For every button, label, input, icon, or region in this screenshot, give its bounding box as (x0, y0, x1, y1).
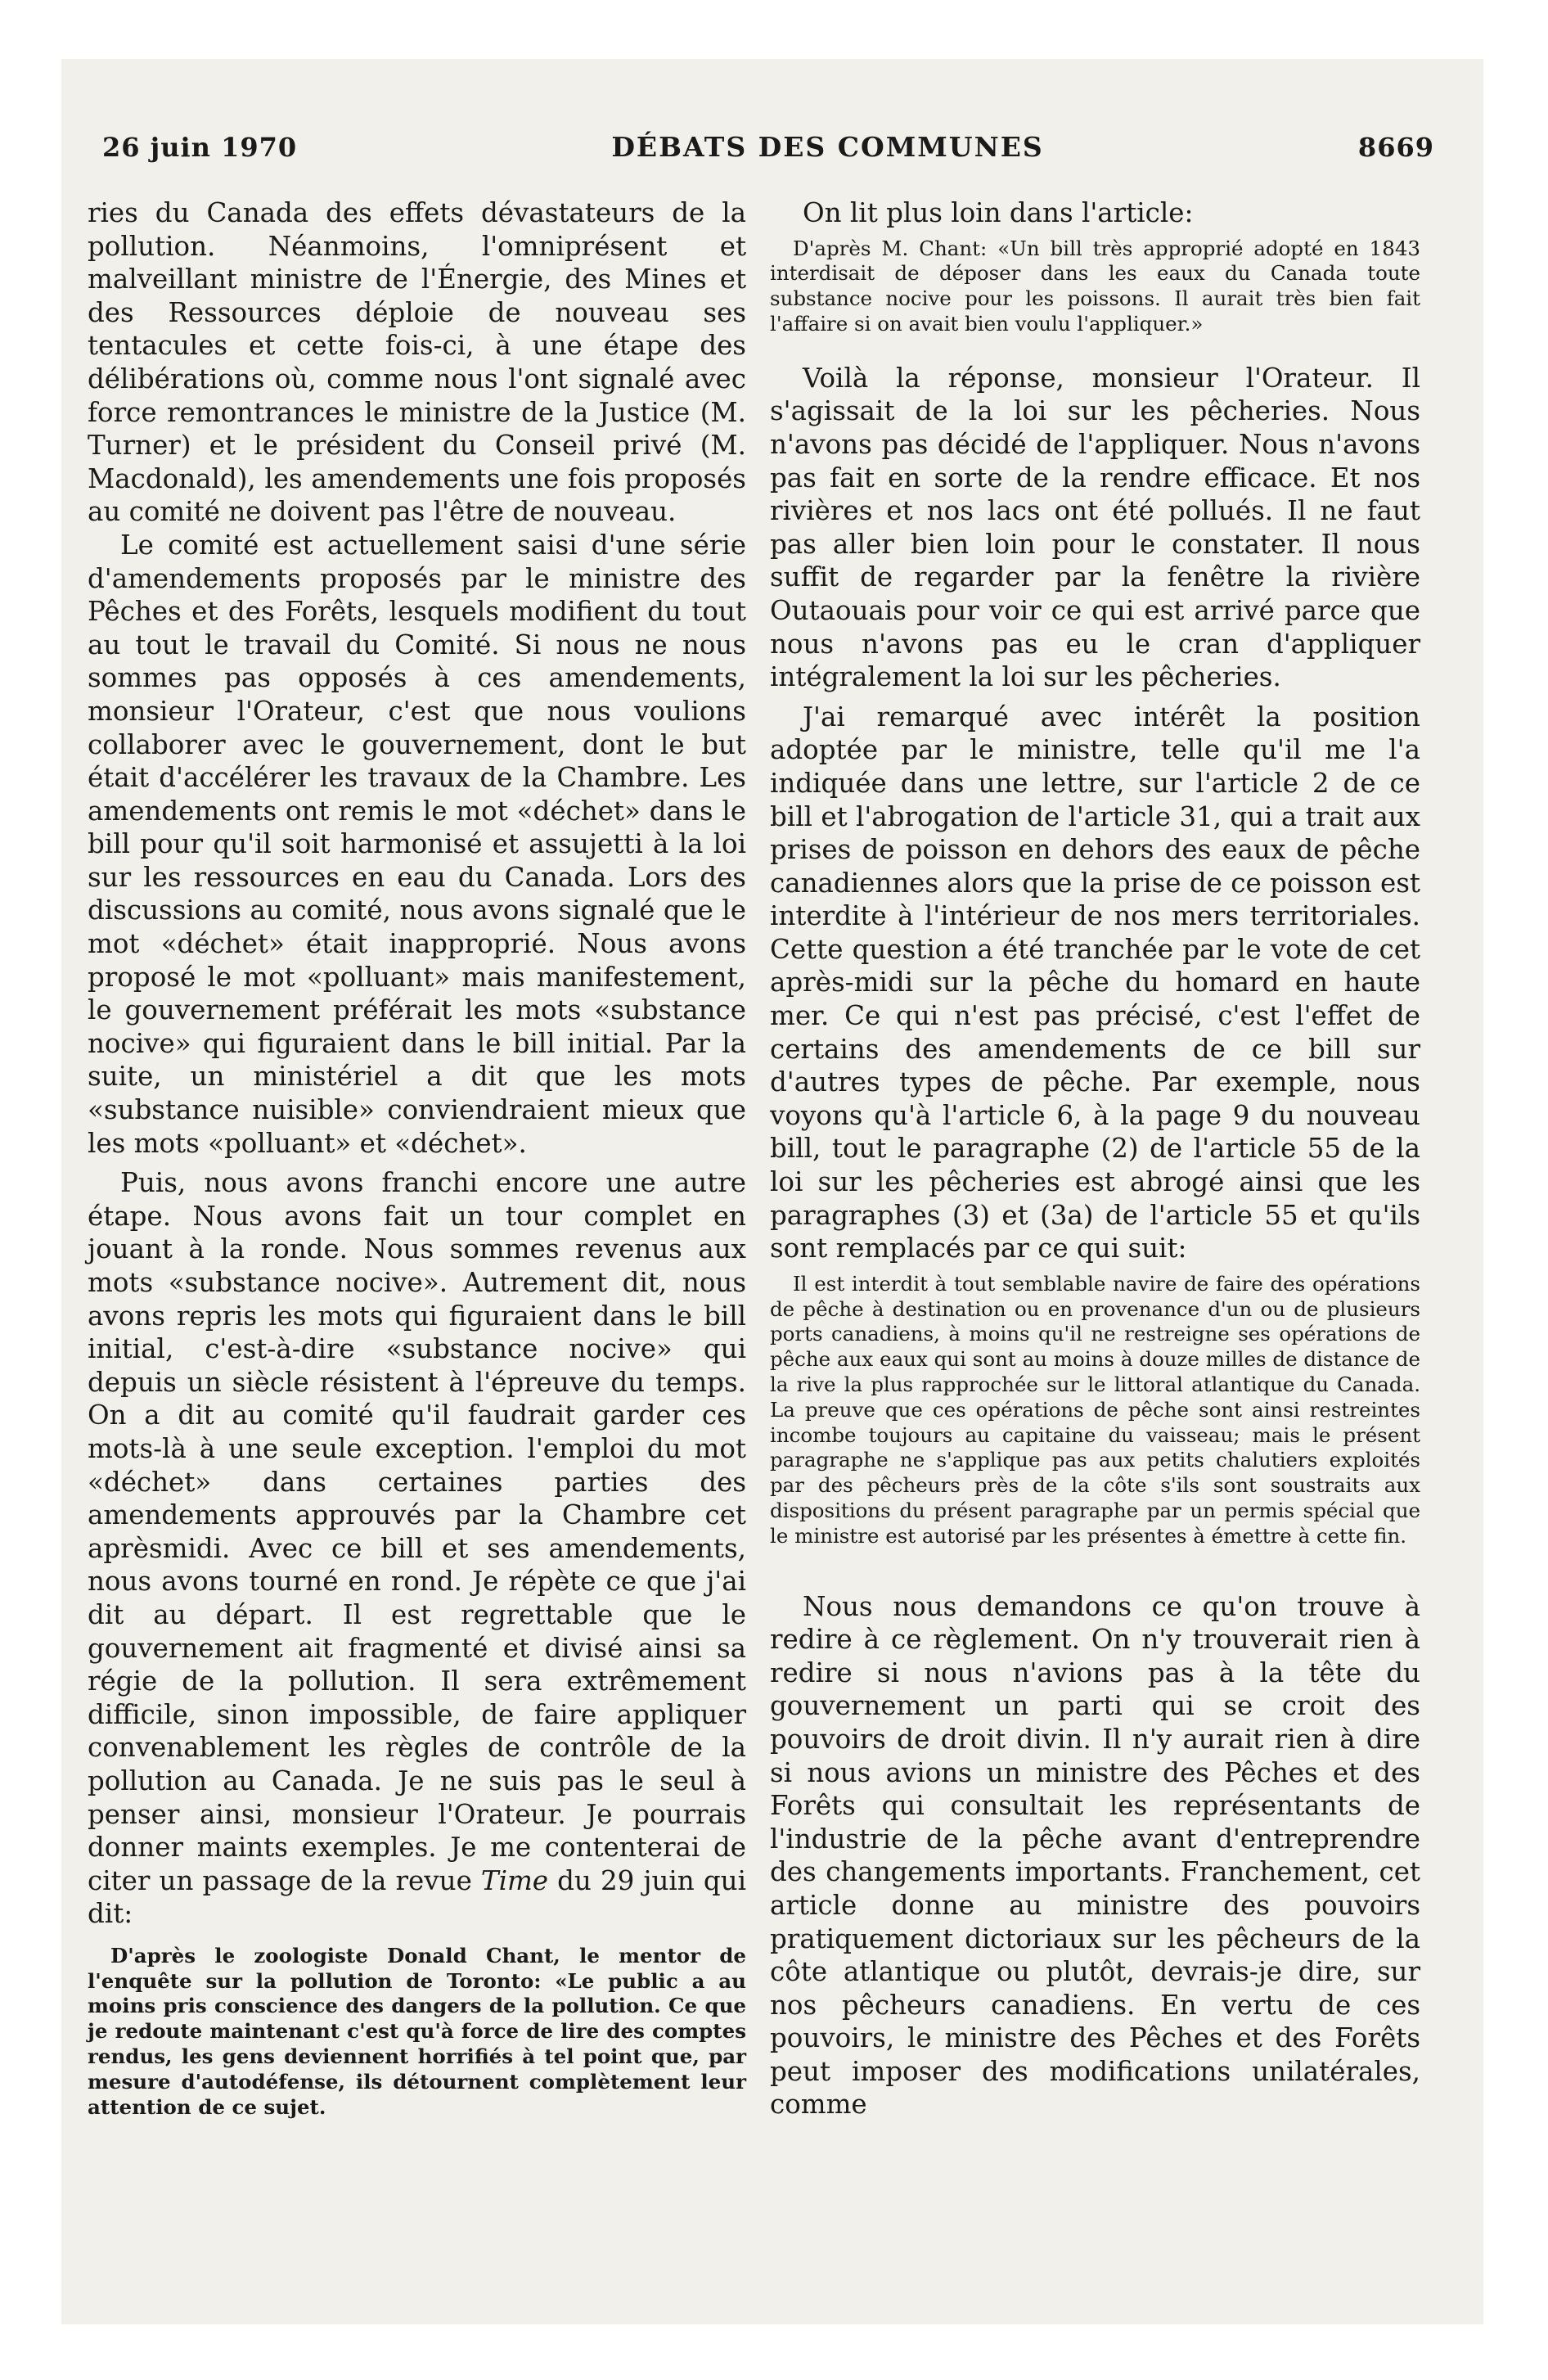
left-paragraph-3-italic: Time (480, 1864, 549, 1896)
right-quote-1: D'après M. Chant: «Un bill très approprié adopté en 1843 interdisait de déposer dans les eaux du Canada toute substance nocive pour les poissons. Il aurait très bien fait l'affaire si on avait bien voulu l'appliquer.» (770, 236, 1420, 336)
header-date: 26 juin 1970 (102, 132, 298, 163)
left-paragraph-3-end: du 29 juin qui dit: (88, 1864, 746, 1930)
left-paragraph-3-text: Puis, nous avons franchi encore une autre étape. Nous avons fait un tour complet en jouant à la ronde. Nous sommes revenus aux mots «substance nocive». Autrement dit, nous avons repris les mots qui figuraient dans le bill initial, c'est-à-dire «substance nocive» qui depuis un siècle résistent à l'épreuve du temps. On a dit au comité qu'il faudrait garder ces mots-là à une seule exception. l'emploi du mot «déchet» dans certaines parties des amendements approuvés par la Chambre cet aprèsmidi. Avec ce bill et ses amendements, nous avons tourné en rond. Je répète ce que j'ai dit au départ. Il est regrettable que le gouvernement ait fragmenté et divisé ainsi sa régie de la pollution. Il sera extrêmement difficile, sinon impossible, de faire appliquer convenablement les règles de contrôle de la pollution au Canada. Je ne suis pas le seul à penser ainsi, monsieur l'Orateur. Je pourrais donner maints exemples. Je me contenterai de citer un passage de la revue (88, 1167, 746, 1896)
right-paragraph-2: Voilà la réponse, monsieur l'Orateur. Il s'agissait de la loi sur les pêcheries. Nous n'avons pas décidé de l'appliquer. Nous n'avons pas fait en sorte de la rendre efficace. Et nos rivières et nos lacs ont été pollués. Il ne faut pas aller bien loin pour le constater. Il nous suffit de regarder par la fenêtre la rivière Outaouais pour voir ce qui est arrivé parce que nous n'avons pas eu le cran d'appliquer intégralement la loi sur les pêcheries. (770, 362, 1420, 693)
left-paragraph-3 (88, 1166, 746, 1931)
left-paragraph-1: ries du Canada des effets dévastateurs de la pollution. Néanmoins, l'omniprésent et malveillant ministre de l'Énergie, des Mines et des Ressources déploie de nouveau ses tentacules et cette fois-ci, à une étape des délibérations où, comme nous l'ont signalé avec force remontrances le ministre de la Justice (M. Turner) et le président du Conseil privé (M. Macdonald), les amendements une fois proposés au comité ne doivent pas l'être de nouveau. (88, 197, 746, 528)
right-paragraph-4: Nous nous demandons ce qu'on trouve à redire à ce règlement. On n'y trouverait rien à redire si nous n'avions pas à la tête du gouvernement un parti qui se croit des pouvoirs de droit divin. Il n'y aurait rien à dire si nous avions un ministre des Pêches et des Forêts qui consultait les représentants de l'industrie de la pêche avant d'entreprendre des changements importants. Franchement, cet article donne au ministre des pouvoirs pratiquement dictoriaux sur les pêcheurs de la côte atlantique ou plutôt, devrais-je dire, sur nos pêcheurs canadiens. En vertu de ces pouvoirs, le ministre des Pêches et des Forêts peut imposer des modifications unilatérales, comme (770, 1590, 1420, 2121)
page-header (102, 131, 1434, 172)
header-page-number: 8669 (1357, 132, 1434, 163)
right-paragraph-1: On lit plus loin dans l'article: (803, 197, 1194, 228)
left-column (88, 196, 746, 2120)
header-title: DÉBATS DES COMMUNES (611, 131, 1044, 163)
left-quote: D'après le zoologiste Donald Chant, le mentor de l'enquête sur la pollution de Toronto: «Le public a au moins pris conscience des dangers de la pollution. Ce que je redoute maintenant c'est qu'à force de lire des comptes rendus, les gens deviennent horrifiés à tel point que, par mesure d'autodéfense, ils détournent complètement leur attention de ce sujet. (88, 1943, 746, 2119)
right-paragraph-3: J'ai remarqué avec intérêt la position adoptée par le ministre, telle qu'il me l'a indiquée dans une lettre, sur l'article 2 de ce bill et l'abrogation de l'article 31, qui a trait aux prises de poisson en dehors des eaux de pêche canadiennes alors que la prise de ce poisson est interdite à l'intérieur de nos mers territoriales. Cette question a été tranchée par le vote de cet après-midi sur la pêche du homard en haute mer. Ce qui n'est pas précisé, c'est l'effet de certains des amendements de ce bill sur d'autres types de pêche. Par exemple, nous voyons qu'à l'article 6, à la page 9 du nouveau bill, tout le paragraphe (2) de l'article 55 de la loi sur les pêcheries est abrogé ainsi que les paragraphes (3) et (3a) de l'article 55 et qu'ils sont remplacés par ce qui suit: (770, 701, 1420, 1264)
document-page (61, 59, 1483, 2324)
right-column (770, 196, 1420, 2121)
right-quote-2: Il est interdit à tout semblable navire de faire des opérations de pêche à destination ou en provenance d'un ou de plusieurs ports canadiens, à moins qu'il ne restreigne ses opérations de pêche aux eaux qui sont au moins à douze milles de distance de la rive la plus rapprochée sur le littoral atlantique du Canada. La preuve que ces opérations de pêche sont ainsi restreintes incombe toujours au capitaine du vaisseau; mais le présent paragraphe ne s'applique pas aux petits chalutiers exploités par des pêcheurs près de la côte s'ils sont soustraits aux dispositions du présent paragraphe par un permis spécial que le ministre est autorisé par les présentes à émettre à cette fin. (770, 1271, 1420, 1548)
left-paragraph-2: Le comité est actuellement saisi d'une série d'amendements proposés par le ministre des Pêches et des Forêts, lesquels modifient du tout au tout le travail du Comité. Si nous ne nous sommes pas opposés à ces amendements, monsieur l'Orateur, c'est que nous voulions collaborer avec le gouvernement, dont le but était d'accélérer les travaux de la Chambre. Les amendements ont remis le mot «déchet» dans le bill pour qu'il soit harmonisé et assujetti à la loi sur les ressources en eau du Canada. Lors des discussions au comité, nous avons signalé que le mot «déchet» était inapproprié. Nous avons proposé le mot «polluant» mais manifestement, le gouvernement préférait les mots «substance nocive» qui figuraient dans le bill initial. Par la suite, un ministériel a dit que les mots «substance nuisible» conviendraient mieux que les mots «polluant» et «déchet». (88, 529, 746, 1159)
